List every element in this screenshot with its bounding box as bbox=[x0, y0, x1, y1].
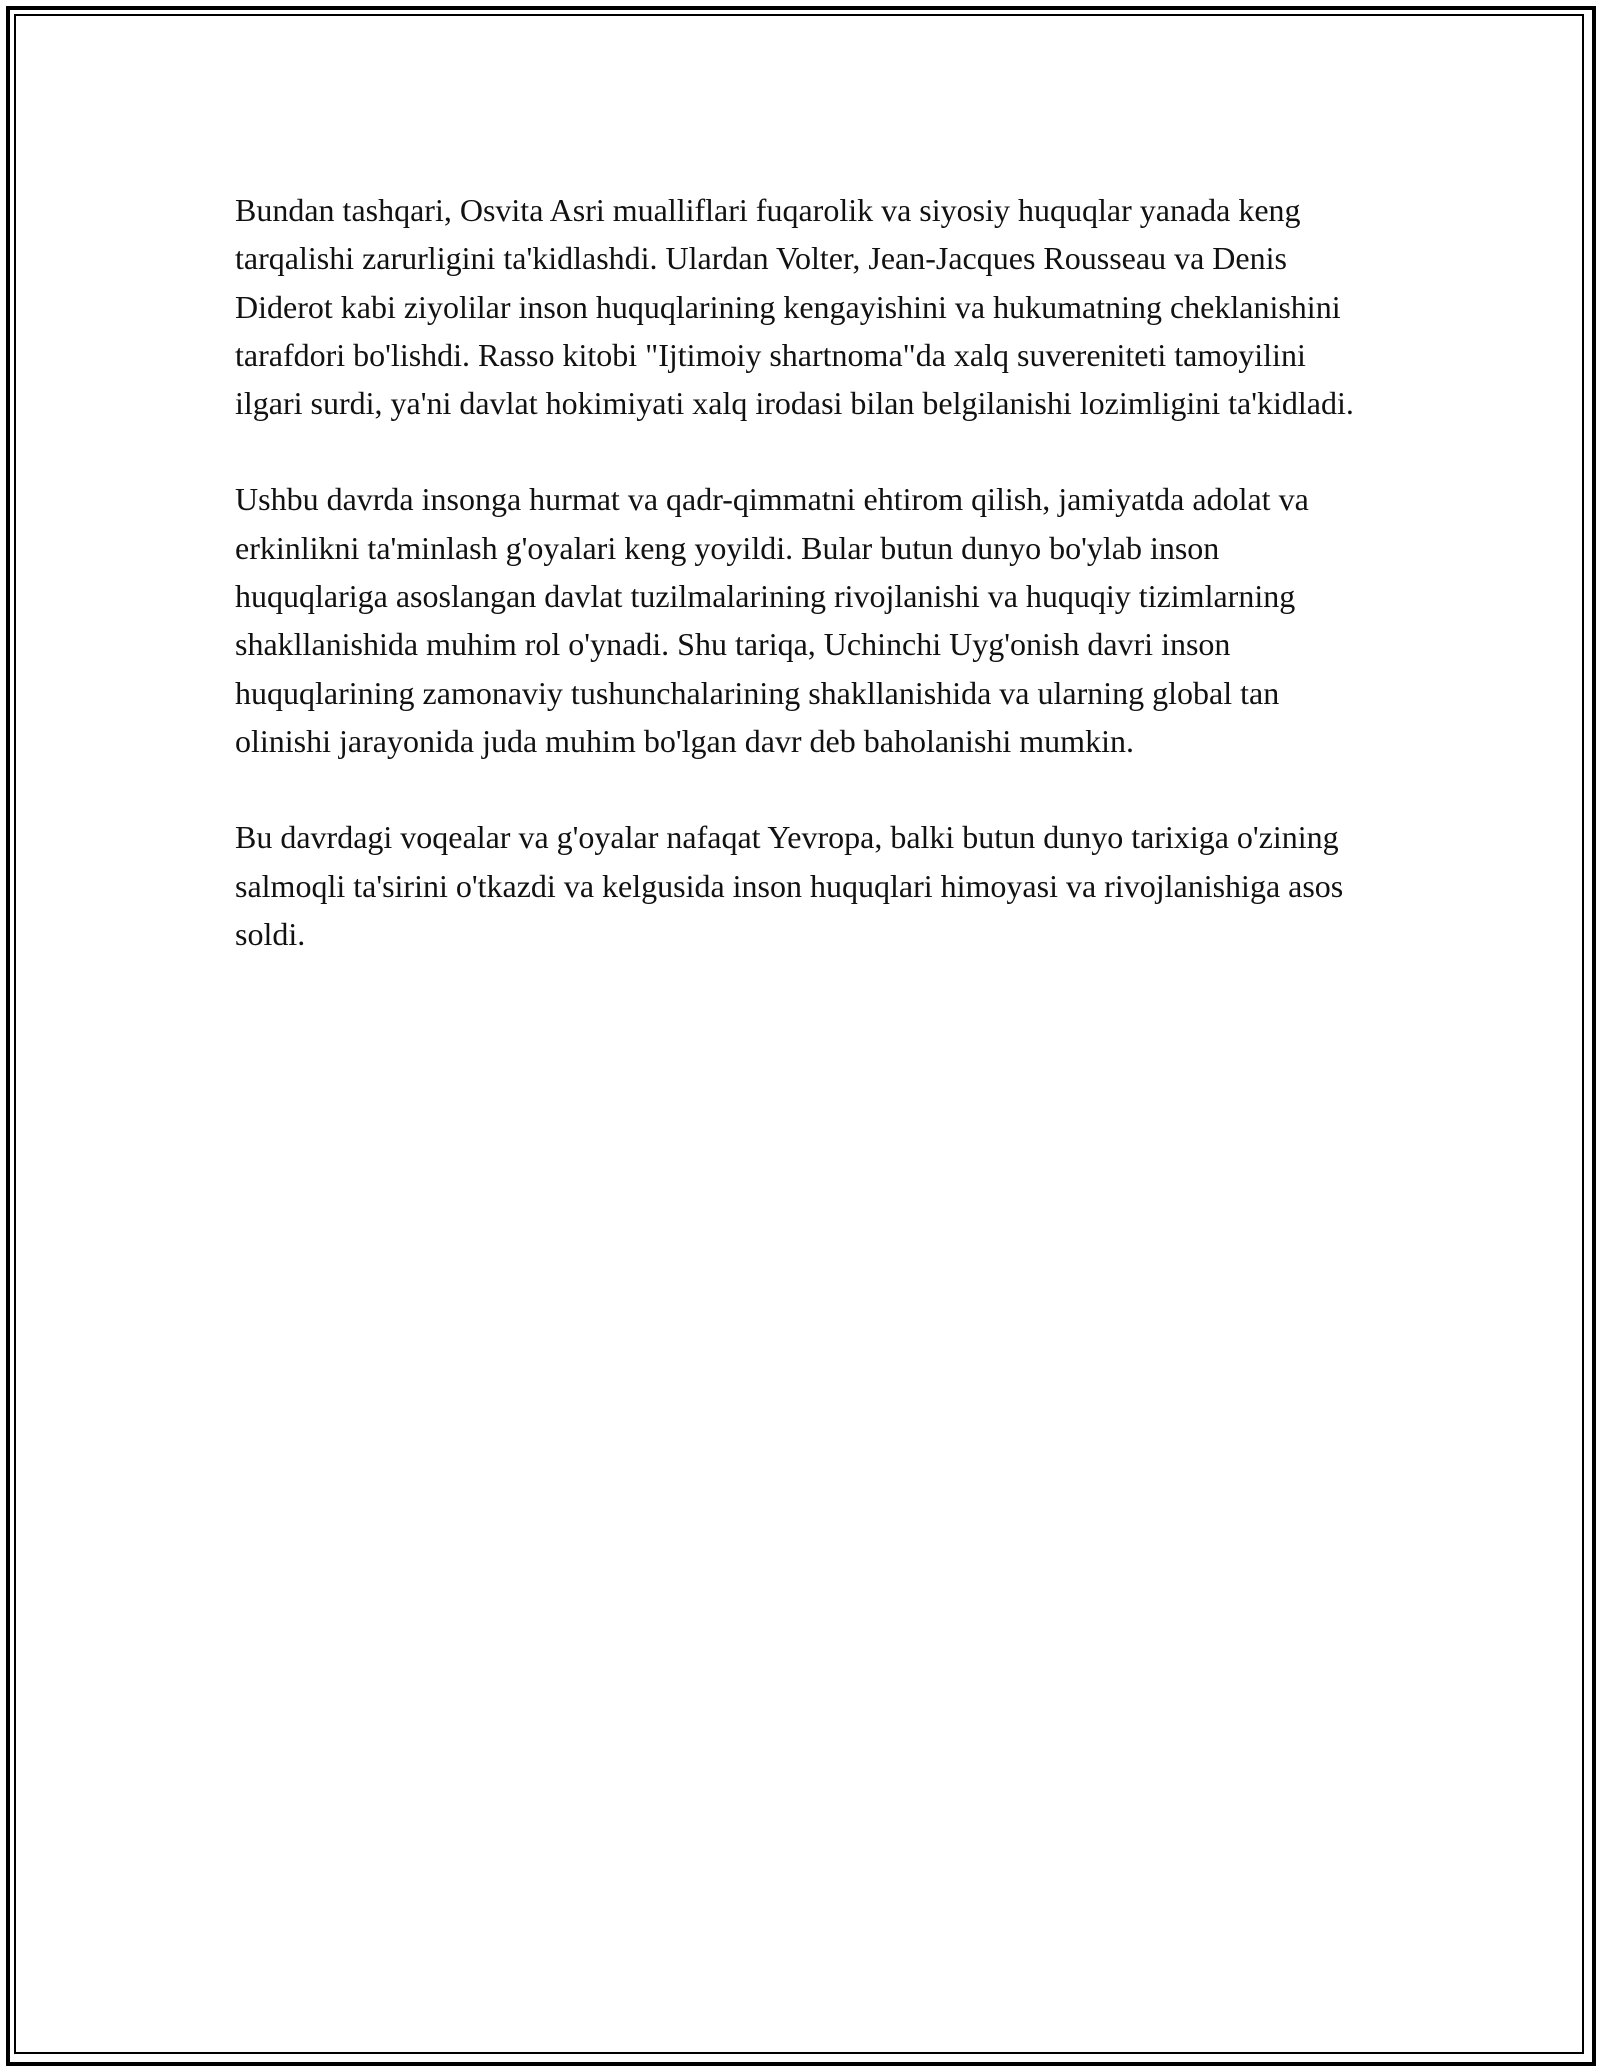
paragraph-2: Ushbu davrda insonga hurmat va qadr-qimmatni ehtirom qilish, jamiyatda adolat va erkinlikni ta'minlash g'oyalari keng yoyildi. Bular butun dunyo bo'ylab inson huquqlariga asoslangan davlat tuzilmalarining rivojlanishi va huquqiy tizimlarning shakllanishida muhim rol o'ynadi. Shu tariqa, Uchinchi Uyg'onish davri inson huquqlarining zamonaviy tushunchalarining shakllanishida va ularning global tan olinishi jarayonida juda muhim bo'lgan davr deb baholanishi mumkin. bbox=[235, 481, 1309, 759]
paragraph-1: Bundan tashqari, Osvita Asri mualliflari fuqarolik va siyosiy huquqlar yanada keng tarqalishi zarurligini ta'kidlashdi. Ulardan Volter, Jean-Jacques Rousseau va Denis Diderot kabi ziyolilar inson huquqlarining kengayishini va hukumatning cheklanishini tarafdori bo'lishdi. Rasso kitobi "Ijtimoiy shartnoma"da xalq suvereniteti tamoyilini ilgari surdi, ya'ni davlat hokimiyati xalq irodasi bilan belgilanishi lozimligini ta'kidladi. bbox=[235, 192, 1354, 422]
document-body bbox=[235, 186, 1365, 1006]
paragraph-3: Bu davrdagi voqealar va g'oyalar nafaqat Yevropa, balki butun dunyo tarixiga o'zining salmoqli ta'sirini o'tkazdi va kelgusida inson huquqlari himoyasi va rivojlanishiga asos soldi. bbox=[235, 819, 1344, 952]
